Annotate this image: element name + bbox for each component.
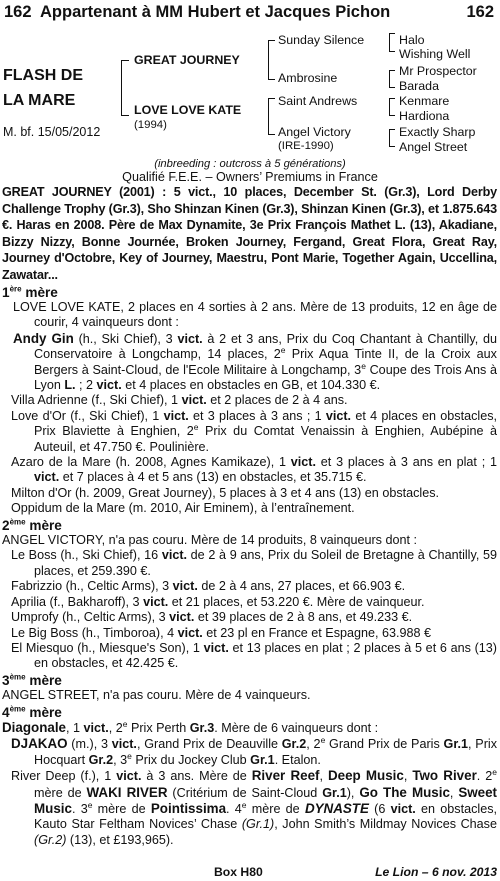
ped-sss: Halo (399, 33, 425, 47)
produce-el-miesquo: El Miesquo (h., Miesque's Son), 1 vict. et 13 places en plat ; 2 places à 5 et 6 ans (13) en obstacles, et 42.425 €. (11, 640, 497, 671)
ped-sds: Mr Prospector (399, 64, 477, 78)
ped-dam: LOVE LOVE KATE (134, 103, 242, 117)
ped-dam-dam: Angel Victory (278, 125, 351, 139)
produce-azaro: Azaro de la Mare (h. 2008, Agnes Kamikaze), 1 vict. et 3 places à 3 ans en plat ; 1 vict. et 7 places à 4 et 5 ans (13) en obstacles, et 35.715 €. (11, 455, 498, 485)
dam-heading-2: 2ème mère (2, 517, 62, 533)
ped-dam-sire: Saint Andrews (278, 94, 358, 108)
bracket-gen2-dam (268, 98, 275, 135)
ped-dam-year: (1994) (134, 119, 167, 131)
ped-dam-dam-origin: (IRE-1990) (278, 140, 334, 152)
dam-heading-1: 1ère mère (2, 284, 58, 300)
box-number: Box H80 (214, 865, 263, 879)
catalogue-body (2, 184, 497, 848)
ped-sire: GREAT JOURNEY (134, 53, 240, 67)
bracket-gen3-4 (389, 129, 395, 147)
lot-header (4, 0, 496, 24)
bracket-gen3-3 (389, 98, 395, 116)
inbreeding-note: (inbreeding : outcross à 5 générations) (154, 158, 346, 170)
produce-umprofy: Umprofy (h., Celtic Arms), 3 vict. et 39 places de 2 à 8 ans, et 49.233 €. (11, 610, 413, 625)
ped-dds: Exactly Sharp (399, 125, 476, 139)
dam-3-intro: ANGEL STREET, n'a pas couru. Mère de 4 vainqueurs. (2, 688, 311, 703)
produce-le-boss: Le Boss (h., Ski Chief), 16 vict. de 2 à 9 ans, Prix du Soleil de Bretagne à Chantilly, 59 places, et 259.390 €. (11, 548, 497, 578)
produce-milton: Milton d'Or (h. 2009, Great Journey), 5 places à 3 et 4 ans (13) en obstacles. (11, 485, 440, 500)
ped-sire-dam: Ambrosine (278, 71, 338, 85)
ped-dsd: Hardiona (399, 109, 450, 123)
owner-line: Appartenant à MM Hubert et Jacques Pichon (40, 3, 391, 21)
page-footer (0, 864, 500, 880)
bracket-gen1 (121, 60, 129, 116)
produce-river-deep: River Deep (f.), 1 vict. à 3 ans. Mère de River Reef, Deep Music, Two River. 2e mère de WAKI RIVER (Critérium de Saint-Cloud Gr.1), Go The Music, Sweet Music. 3e mère de Pointissima. 4e mère de DYNASTE (6 vict. en obstacles, Kauto Star Feltham Novices’ Chase (Gr.1), John Smith’s Mildmay Novices Chase (Gr.2) (13), et £193,965). (11, 766, 498, 847)
ped-ddd: Angel Street (399, 140, 468, 154)
dam-2-intro: ANGEL VICTORY, n'a pas couru. Mère de 14 produits, 8 vainqueurs dont : (2, 533, 417, 548)
horse-name-line2: LA MARE (3, 92, 76, 109)
lot-number-right: 162 (466, 3, 494, 21)
dam-4-intro: Diagonale, 1 vict., 2e Prix Perth Gr.3. Mère de 6 vainqueurs dont : (2, 718, 379, 735)
bracket-gen2-sire (268, 40, 275, 80)
bracket-gen3-2 (389, 70, 395, 88)
produce-love-dor: Love d'Or (f., Ski Chief), 1 vict. et 3 places à 3 ans ; 1 vict. et 4 places en obstacles, Prix Blaviette à Enghien, 2e Prix du Comtat Venaissin à Enghien, Aubépine à Auteuil, et 47.750 €. Poulinière. (11, 408, 497, 454)
ped-sdd: Barada (399, 79, 439, 93)
sale-source: Le Lion – 6 nov. 2013 (375, 865, 497, 879)
produce-andy-gin: Andy Gin (h., Ski Chief), 3 vict. à 2 et 3 ans, Prix du Coq Chantant à Chantilly, du Conservatoire à Longchamp, 14 places, 2e Prix Aqua Tinte II, de la Croix aux Bergers à Saint-Cloud, de l'Ecole Militaire à Longchamp, 3e Coupe des Trois Ans à Lyon L. ; 2 vict. et 4 places en obstacles en GB, et 104.330 €. (13, 330, 497, 392)
bracket-gen3-1 (389, 33, 395, 52)
ped-ssd: Wishing Well (399, 47, 471, 61)
ped-dss: Kenmare (399, 94, 450, 108)
produce-le-big-boss: Le Big Boss (h., Timboroa), 4 vict. et 23 pl en France et Espagne, 63.988 € (11, 625, 432, 640)
horse-name-line1: FLASH DE (3, 67, 83, 84)
produce-oppidum: Oppidum de la Mare (m. 2010, Air Eminem), à l’entraînement. (11, 501, 355, 516)
dam-heading-4: 4ème mère (2, 704, 62, 720)
lot-number: 162 (4, 3, 32, 21)
produce-aprilia: Aprilia (f., Bakharoff), 3 vict. et 21 places, et 53.220 €. Mère de vainqueur. (11, 594, 425, 609)
dam-1-intro: LOVE LOVE KATE, 2 places en 4 sorties à 2 ans. Mère de 13 produits, 12 en âge de courir, 4 vainqueurs dont : (13, 299, 497, 330)
produce-djakao: DJAKAO (m.), 3 vict., Grand Prix de Deauville Gr.2, 2e Grand Prix de Paris Gr.1, Prix Hocquart Gr.2, 3e Prix du Jockey Club Gr.1. Etalon. (11, 735, 498, 767)
horse-name (3, 63, 113, 113)
produce-fabrizzio: Fabrizzio (h., Celtic Arms), 3 vict. de 2 à 4 ans, 27 places, et 66.903 €. (11, 579, 406, 594)
ped-sire-sire: Sunday Silence (278, 33, 365, 47)
sire-paragraph: GREAT JOURNEY (2001) : 5 vict., 10 places, December St. (Gr.3), Lord Derby Challenge Trophy (Gr.3), Sho Shinzan Kinen (Gr.3), Shinzan Kinen (Gr.3), et 1.875.643 €. Haras en 2008. Père de Max Dynamite, 3e Prix François Mathet L. (13), Akadiane, Bizzy Nizzy, Bonne Journée, Broken Journey, Fergand, Great Flora, Great Ray, Journey d'Octobre, Key of Journey, Maestru, Pont Marie, Together Again, Uccellina, Zawatar... (2, 185, 497, 282)
produce-villa-adrienne: Villa Adrienne (f., Ski Chief), 1 vict. et 2 places de 2 à 4 ans. (11, 393, 348, 408)
qualification-line: Qualifié F.E.E. – Owners’ Premiums in France (122, 170, 378, 184)
dam-heading-3: 3ème mère (2, 672, 62, 688)
horse-info: M. bf. 15/05/2012 (3, 125, 101, 139)
